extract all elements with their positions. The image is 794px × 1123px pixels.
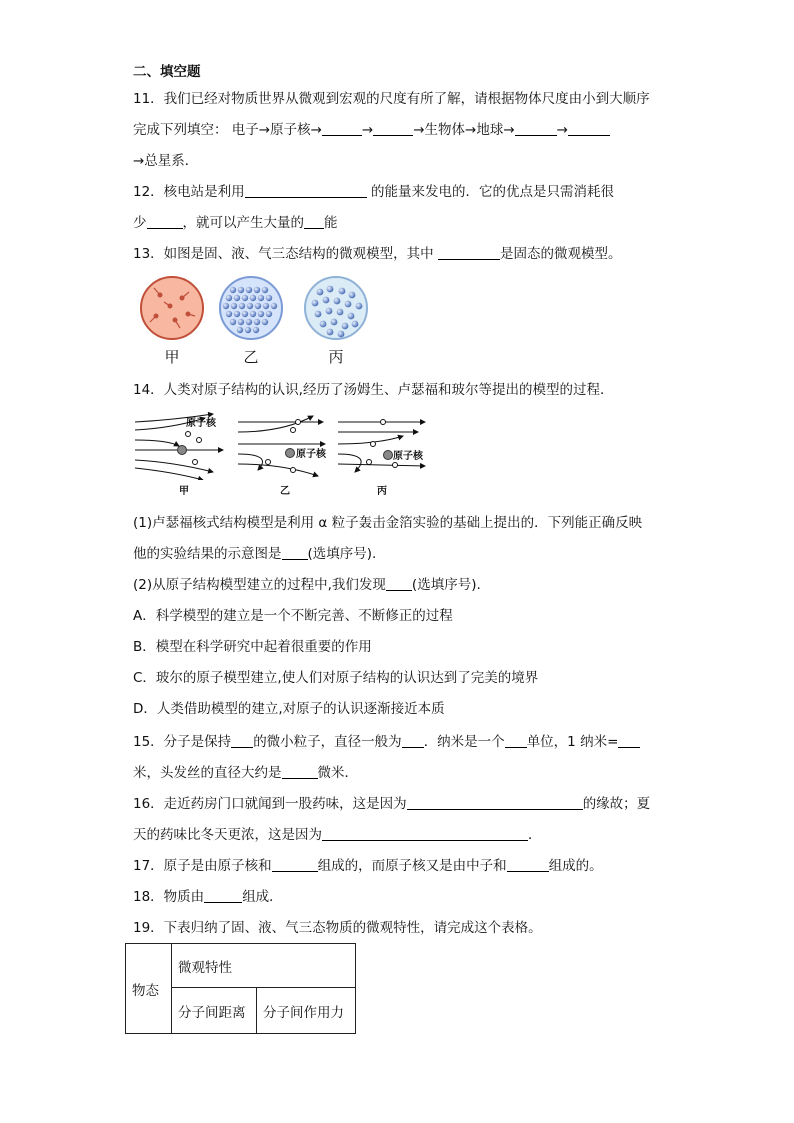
- blank[interactable]: [386, 576, 412, 591]
- nucleus-bing: [384, 451, 393, 460]
- model-bing: [305, 277, 367, 339]
- q12-line1: 12．核电站是利用 的能量来发电的．它的优点是只需消耗很: [133, 184, 614, 200]
- blank[interactable]: [147, 214, 183, 229]
- fig-label-yi-2: 乙: [280, 486, 290, 497]
- blank[interactable]: [505, 733, 527, 748]
- fig-label-jia: 甲: [164, 348, 180, 366]
- header-force: 分子间作用力: [257, 988, 356, 1034]
- blank[interactable]: [438, 245, 500, 260]
- blank[interactable]: [282, 545, 308, 560]
- blank[interactable]: [407, 795, 583, 810]
- nucleus-jia: [178, 446, 187, 455]
- model-yi: [220, 277, 282, 339]
- nucleus-label-bing: 原子核: [393, 451, 423, 462]
- nucleus-yi: [286, 449, 295, 458]
- q14-option-a: A．科学模型的建立是一个不断完善、不断修正的过程: [133, 608, 453, 624]
- q14-option-d: D．人类借助模型的建立,对原子的认识逐渐接近本质: [133, 701, 445, 717]
- blank[interactable]: [204, 888, 242, 903]
- blank[interactable]: [373, 121, 413, 136]
- blank[interactable]: [568, 121, 610, 136]
- fig-label-jia-2: 甲: [179, 486, 189, 497]
- q11-line3: →总星系．: [133, 153, 199, 169]
- blank[interactable]: [322, 826, 528, 841]
- blank[interactable]: [507, 857, 549, 872]
- header-distance: 分子间距离: [172, 988, 257, 1034]
- model-jia: [141, 277, 203, 339]
- section-heading: 二、填空题: [133, 64, 201, 80]
- q16-line1: 16．走近药房门口就闻到一股药味，这是因为 的缘故；夏: [133, 796, 651, 812]
- alpha-scattering-figure: [133, 410, 433, 480]
- q18: 18．物质由 组成．: [133, 889, 283, 905]
- blank[interactable]: [402, 733, 424, 748]
- blank[interactable]: [231, 733, 253, 748]
- fig-label-bing: 丙: [328, 348, 344, 366]
- blank[interactable]: [272, 857, 318, 872]
- blank[interactable]: [304, 214, 324, 229]
- q14-part2: (2)从原子结构模型建立的过程中,我们发现 (选填序号).: [133, 577, 481, 593]
- fig-label-yi: 乙: [243, 348, 259, 366]
- nucleus-label-yi: 原子核: [296, 449, 326, 460]
- blank[interactable]: [322, 121, 362, 136]
- nucleus-label-jia: 原子核: [186, 418, 216, 429]
- q11-line2: 完成下列填空： 电子→原子核→ → →生物体→地球→ →: [133, 120, 610, 140]
- q14-part1-line1: (1)卢瑟福核式结构模型是利用 α 粒子轰击金箔实验的基础上提出的．下列能正确反映: [133, 515, 643, 531]
- blank[interactable]: [618, 733, 640, 748]
- q15-line2: 米，头发丝的直径大约是 微米．: [133, 765, 358, 781]
- q14-stem: 14．人类对原子结构的认识,经历了汤姆生、卢瑟福和玻尔等提出的模型的过程．: [133, 382, 614, 398]
- blank[interactable]: [515, 121, 557, 136]
- blank[interactable]: [282, 764, 318, 779]
- q12-line2: 少 ，就可以产生大量的 能: [133, 215, 338, 231]
- header-state: 物态: [126, 944, 172, 1034]
- q17: 17．原子是由原子核和 组成的，而原子核又是由中子和 组成的。: [133, 858, 603, 874]
- q19-stem: 19．下表归纳了固、液、气三态物质的微观特性，请完成这个表格。: [133, 920, 542, 936]
- q14-part1-line2: 他的实验结果的示意图是 (选填序号).: [133, 546, 377, 562]
- q13-stem: 13．如图是固、液、气三态结构的微观模型，其中 是固态的微观模型。: [133, 246, 622, 262]
- states-table: [125, 943, 356, 1034]
- header-micro: 微观特性: [172, 944, 356, 988]
- q15-line1: 15．分子是保持 的微小粒子，直径一般为 ．纳米是一个 单位，1 纳米=: [133, 732, 640, 752]
- q14-option-c: C．玻尔的原子模型建立,使人们对原子结构的认识达到了完美的境界: [133, 670, 539, 686]
- blank[interactable]: [245, 183, 367, 198]
- q11-line1: 11．我们已经对物质世界从微观到宏观的尺度有所了解，请根据物体尺度由小到大顺序: [133, 91, 650, 107]
- state-models-figure: [130, 270, 390, 350]
- q14-option-b: B．模型在科学研究中起着很重要的作用: [133, 639, 372, 655]
- fig-label-bing-2: 丙: [377, 486, 387, 497]
- q16-line2: 天的药味比冬天更浓，这是因为 ．: [133, 827, 542, 843]
